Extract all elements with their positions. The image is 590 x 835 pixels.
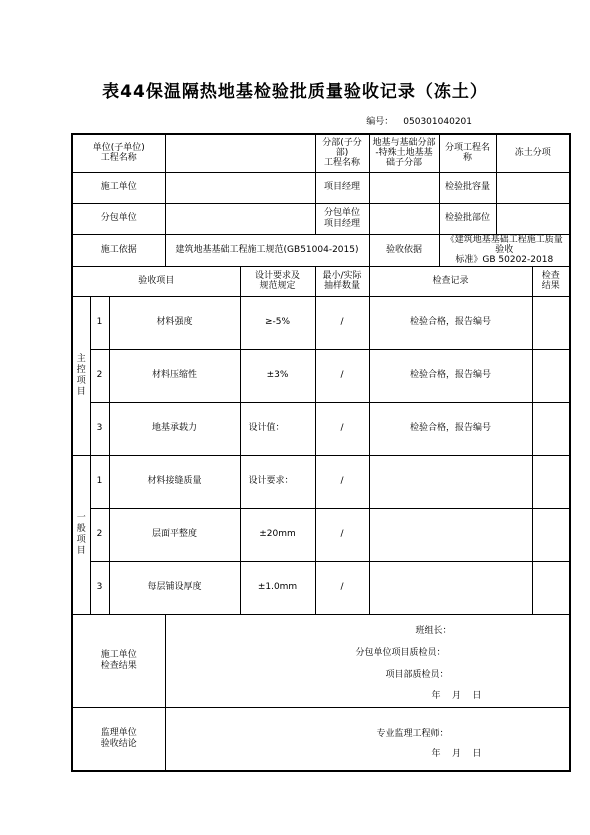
item-requirement: ±1.0mm [240, 561, 315, 614]
record-number-value: 050301040201 [403, 117, 472, 127]
table-row [72, 349, 570, 402]
item-number: 3 [90, 402, 109, 455]
main-control-group-label: 主控项目 [72, 296, 90, 455]
item-name: 材料强度 [109, 296, 240, 349]
item-record: 检验合格，报告编号 [369, 402, 532, 455]
item-result[interactable] [532, 561, 570, 614]
supervising-engineer-label: 专业监理工程师： [376, 728, 449, 739]
unit-name-label: 单位(子单位) 工程名称 [72, 134, 165, 172]
item-record[interactable] [369, 455, 532, 508]
construction-check-area[interactable] [165, 614, 570, 707]
item-sample-count: / [315, 455, 369, 508]
sub-pm-value[interactable] [369, 203, 439, 234]
item-number: 2 [90, 349, 109, 402]
table-row [72, 296, 570, 349]
sub-inspector-label: 分包单位项目质检员： [355, 647, 446, 658]
construction-check-label: 施工单位 检查结果 [72, 614, 165, 707]
batch-part-value[interactable] [496, 203, 570, 234]
col-sample-count: 最小/实际 抽样数量 [315, 266, 369, 296]
item-record[interactable] [369, 561, 532, 614]
item-sample-count: / [315, 296, 369, 349]
item-requirement: ±20mm [240, 508, 315, 561]
item-record: 检验合格，报告编号 [369, 349, 532, 402]
document-title: 表44保温隔热地基检验批质量验收记录（冻土） [102, 82, 488, 102]
construction-basis-value: 建筑地基基础工程施工规范(GB51004-2015) [165, 234, 369, 266]
item-requirement: ≥-5% [240, 296, 315, 349]
subcontractor-value[interactable] [165, 203, 315, 234]
construction-basis-label: 施工依据 [72, 234, 165, 266]
acceptance-basis-label: 验收依据 [369, 234, 439, 266]
item-sample-count: / [315, 561, 369, 614]
subunit-name-label: 分部(子分部) 工程名称 [315, 134, 369, 172]
item-number: 1 [90, 296, 109, 349]
subunit-name-value: 地基与基础分部 -特殊土地基基 础子分部 [369, 134, 439, 172]
item-result[interactable] [532, 455, 570, 508]
check-date: 年 月 日 [431, 690, 482, 701]
item-number: 1 [90, 455, 109, 508]
record-number [366, 114, 472, 127]
batch-part-label: 检验批部位 [439, 203, 496, 234]
supervision-date: 年 月 日 [431, 748, 482, 759]
item-result[interactable] [532, 349, 570, 402]
item-sample-count: / [315, 349, 369, 402]
item-record: 检验合格，报告编号 [369, 296, 532, 349]
item-result[interactable] [532, 402, 570, 455]
batch-capacity-label: 检验批容量 [439, 172, 496, 203]
construction-unit-label: 施工单位 [72, 172, 165, 203]
supervision-label: 监理单位 验收结论 [72, 707, 165, 771]
item-name-value: 冻土分项 [496, 134, 570, 172]
col-check-record: 检查记录 [369, 266, 532, 296]
sub-pm-label: 分包单位 项目经理 [315, 203, 369, 234]
supervision-area[interactable] [165, 707, 570, 771]
item-name: 地基承载力 [109, 402, 240, 455]
item-number: 3 [90, 561, 109, 614]
item-result[interactable] [532, 296, 570, 349]
item-result[interactable] [532, 508, 570, 561]
batch-capacity-value[interactable] [496, 172, 570, 203]
item-sample-count: / [315, 508, 369, 561]
item-name: 每层铺设厚度 [109, 561, 240, 614]
subcontractor-label: 分包单位 [72, 203, 165, 234]
item-sample-count: / [315, 402, 369, 455]
table-row [72, 561, 570, 614]
table-row [72, 402, 570, 455]
table-row [72, 455, 570, 508]
item-number: 2 [90, 508, 109, 561]
item-requirement: ±3% [240, 349, 315, 402]
inspection-record-table [71, 133, 571, 772]
item-name: 材料接缝质量 [109, 455, 240, 508]
item-record[interactable] [369, 508, 532, 561]
team-leader-label: 班组长： [415, 625, 452, 636]
item-name: 材料压缩性 [109, 349, 240, 402]
unit-name-value[interactable] [165, 134, 315, 172]
col-acceptance-item: 验收项目 [72, 266, 240, 296]
item-name: 层面平整度 [109, 508, 240, 561]
inspector-label: 项目部质检员： [385, 669, 449, 680]
table-row [72, 508, 570, 561]
item-name-label: 分项工程名称 [439, 134, 496, 172]
item-requirement: 设计值： [240, 402, 315, 455]
record-number-label: 编号： [366, 117, 394, 127]
general-group-label: 一般项目 [72, 455, 90, 614]
col-check-result: 检查 结果 [532, 266, 570, 296]
item-requirement: 设计要求： [240, 455, 315, 508]
project-manager-value[interactable] [369, 172, 439, 203]
acceptance-basis-value: 《建筑地基基础工程施工质量验收 标准》GB 50202-2018 [439, 234, 570, 266]
construction-unit-value[interactable] [165, 172, 315, 203]
project-manager-label: 项目经理 [315, 172, 369, 203]
col-design-requirement: 设计要求及 规范规定 [240, 266, 315, 296]
